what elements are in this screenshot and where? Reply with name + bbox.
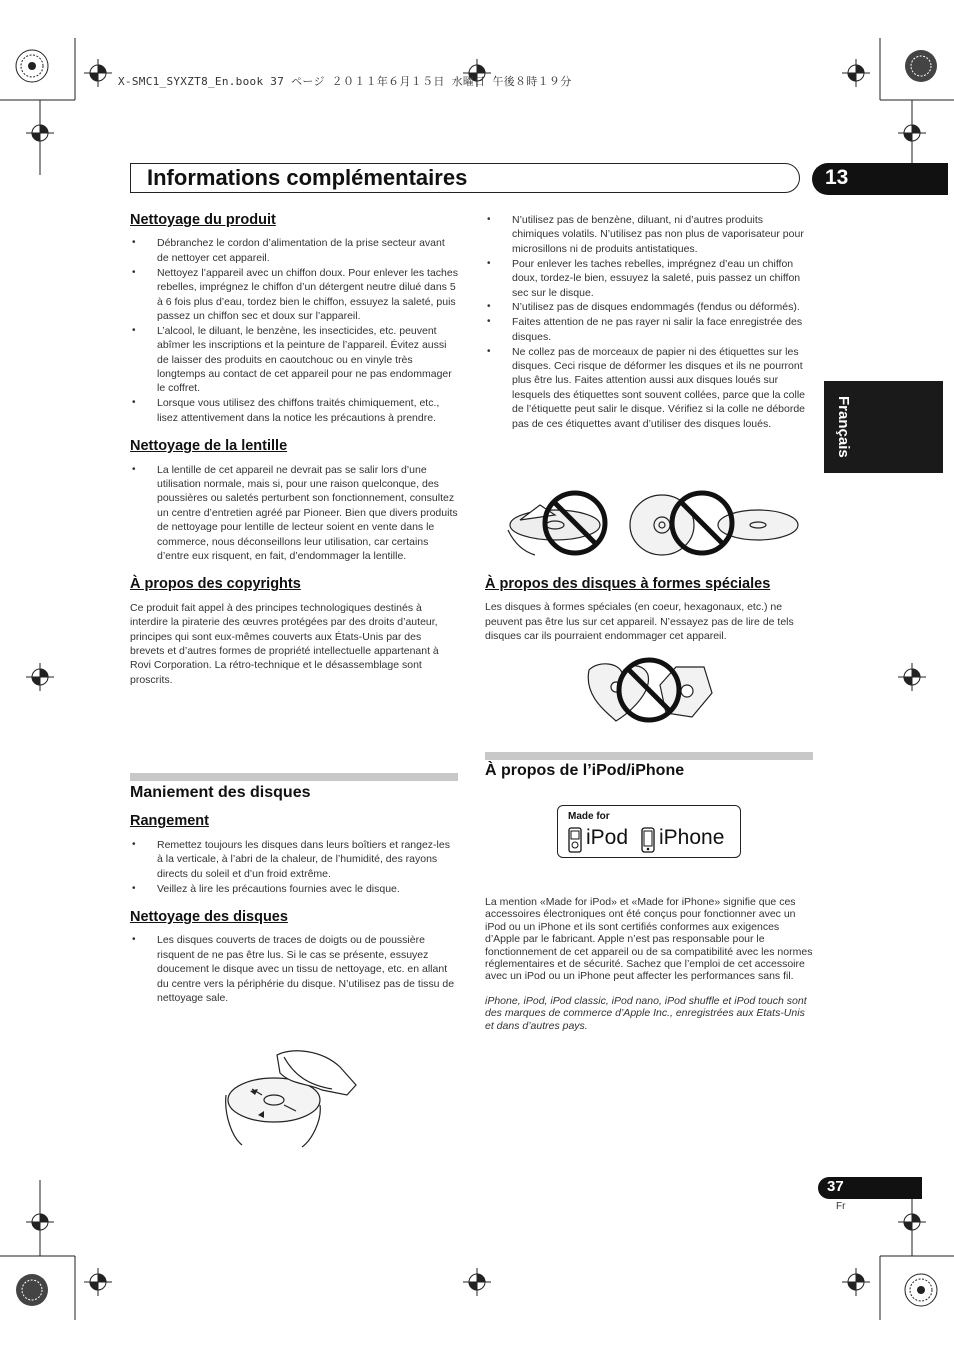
print-header-line: X-SMC1_SYXZT8_En.book 37 ページ ２０１１年６月１５日 水曜日 午後８時１９分: [118, 75, 572, 88]
section-heading-nettoyage-produit: Nettoyage du produit: [130, 212, 276, 228]
section-divider: [130, 773, 458, 781]
list-item: • Ne collez pas de morceaux de papier ni des étiquettes sur les disques. Ceci risque de déformer les disques et ils ne pourront plus être lus. Faites attention aussi aux disques loués sur lesquels des étiquettes sont souvent collées, parce que la colle de l’étiquette peut salir le disque. Vérifiez si la colle ne déborde pas de ces étiquettes avant d’utiliser des disques loués.: [485, 345, 813, 431]
badge-iphone-label: iPhone: [659, 826, 725, 849]
page-title: Informations complémentaires: [147, 165, 468, 190]
badge-made-for-label: Made for: [568, 811, 610, 822]
list-item: • Faites attention de ne pas rayer ni salir la face enregistrée des disques.: [485, 315, 813, 344]
left-column: [130, 213, 458, 687]
badge-ipod-label: iPod: [586, 826, 629, 849]
section-heading-ipod: À propos de l’iPod/iPhone: [485, 762, 685, 779]
section-heading-maniement: Maniement des disques: [130, 784, 311, 801]
list-item: • La lentille de cet appareil ne devrait pas se salir lors d’une utilisation normale, mais si, pour une raison quelconque, des poussières ou saletés perturbent son fonctionnement, consultez un centre d’entretien agréé par Pioneer. Bien que divers produits de nettoyage pour lentille de lecteur soient en vente dans le commerce, nous déconseillons leur utilisation, car certains d’entre eux risquent, en fait, d’endommager la lentille.: [130, 463, 458, 564]
section-heading-nettoyage-lentille: Nettoyage de la lentille: [130, 438, 288, 455]
disc-wiping-illustration: [222, 1045, 362, 1150]
copyrights-text: Ce produit fait appel à des principes technologiques destinés à interdire la piraterie des œuvres protégées par des droits d’auteur, principes qui sont eux-mêmes couverts aux États-Unis par des brevets et d’autres formes de propriété intellectuelle appartenant à Rovi Corporation. La rétro-technique et le désassemblage sont proscrits.: [130, 601, 439, 686]
page-number: 37: [827, 1178, 844, 1195]
nettoyage-lentille-list: [130, 463, 458, 564]
list-item: • Débranchez le cordon d’alimentation de la prise secteur avant de nettoyer cet appareil.: [130, 236, 458, 265]
right-column-ipod-text: [485, 896, 813, 1032]
section-heading-rangement: Rangement: [130, 813, 209, 830]
list-item: • Lorsque vous utilisez des chiffons traités chimiquement, etc., lisez attentivement dans la notice les précautions à prendre.: [130, 396, 458, 425]
right-column: [485, 213, 813, 432]
page-language: Fr: [836, 1201, 846, 1212]
chapter-number: 13: [825, 166, 849, 189]
list-item: • Remettez toujours les disques dans leurs boîtiers et rangez-les à la verticale, à l’abri de la chaleur, de l’humidité, des rayons directs du soleil et d’un froid extrême.: [130, 838, 458, 881]
list-item: • Pour enlever les taches rebelles, imprégnez d’eau un chiffon doux, tordez-le bien, essuyez la saleté, puis passez un chiffon sec sur le disque.: [485, 257, 813, 300]
no-labels-damage-illustration: [500, 490, 805, 560]
language-tab-label: Français: [835, 396, 852, 458]
disque-precautions-list: [485, 213, 813, 431]
formes-speciales-text: Les disques à formes spéciales (en coeur, hexagonaux, etc.) ne peuvent pas être lus sur cet appareil. N’essayez pas de lire de tels disques car ils pourraient endommager cet appareil.: [485, 601, 794, 643]
list-item: • Nettoyez l’appareil avec un chiffon doux. Pour enlever les taches rebelles, imprégnez le chiffon d’un détergent neutre dilué dans 5 à 6 fois plus d’eau, tordez bien le chiffon, essuyez la saleté, puis passez un chiffon sec et doux sur l’appareil.: [130, 266, 458, 324]
right-column-ipod: [485, 764, 813, 778]
ipod-compat-text: La mention «Made for iPod» et «Made for iPhone» signifie que ces accessoires électroniques ont été conçus pour fonctionner avec un iPod ou un iPhone et ils sont certifiés conformes aux exigences d’Apple par le fabricant. Apple n’est pas responsable pour le fonctionnement de cet appareil ou de sa compatibilité avec les normes réglementaires et de sécurité. Sachez que l’emploi de cet accessoire avec un iPod ou un iPhone peut affecter les performances sans fil.: [485, 896, 813, 983]
ipod-trademark-text: iPhone, iPod, iPod classic, iPod nano, iPod shuffle et iPod touch sont des marques de commerce d’Apple Inc., enregistrées aux Etats-Unis et dans d’autres pays.: [485, 994, 807, 1032]
list-item: • N’utilisez pas de benzène, diluant, ni d’autres produits chimiques volatils. N’utilisez pas non plus de vaporisateur pour microsillons ni de produits antistatiques.: [485, 213, 813, 256]
ipod-icon: [568, 827, 582, 853]
right-column-formes: [485, 577, 813, 644]
section-divider: [485, 752, 813, 760]
section-heading-formes-speciales: À propos des disques à formes spéciales: [485, 576, 771, 592]
list-item: • Les disques couverts de traces de doigts ou de poussière risquent de ne pas être lus. Si le cas se présente, essuyez doucement le disque avec un tissu de nettoyage, etc. en allant du centre vers la périphérie du disque. N’utilisez pas de tissu de nettoyage sale.: [130, 933, 458, 1005]
iphone-icon: [641, 827, 655, 853]
nettoyage-disques-list: [130, 933, 458, 1005]
list-item: • L’alcool, le diluant, le benzène, les insecticides, etc. peuvent abîmer les inscriptions et la peinture de l’appareil. Évitez aussi de laisser des produits en caoutchouc ou en vinyle très longtemps au contact de cet appareil pour ne pas endommager le coffret.: [130, 324, 458, 396]
nettoyage-produit-list: [130, 236, 458, 425]
list-item: • N’utilisez pas de disques endommagés (fendus ou déformés).: [485, 300, 813, 314]
section-heading-copyrights: À propos des copyrights: [130, 576, 301, 593]
special-shape-disc-illustration: [584, 655, 714, 725]
rangement-list: [130, 838, 458, 896]
left-column-lower: [130, 786, 458, 1006]
section-heading-nettoyage-disques: Nettoyage des disques: [130, 908, 288, 925]
list-item: • Veillez à lire les précautions fournies avec le disque.: [130, 882, 458, 896]
